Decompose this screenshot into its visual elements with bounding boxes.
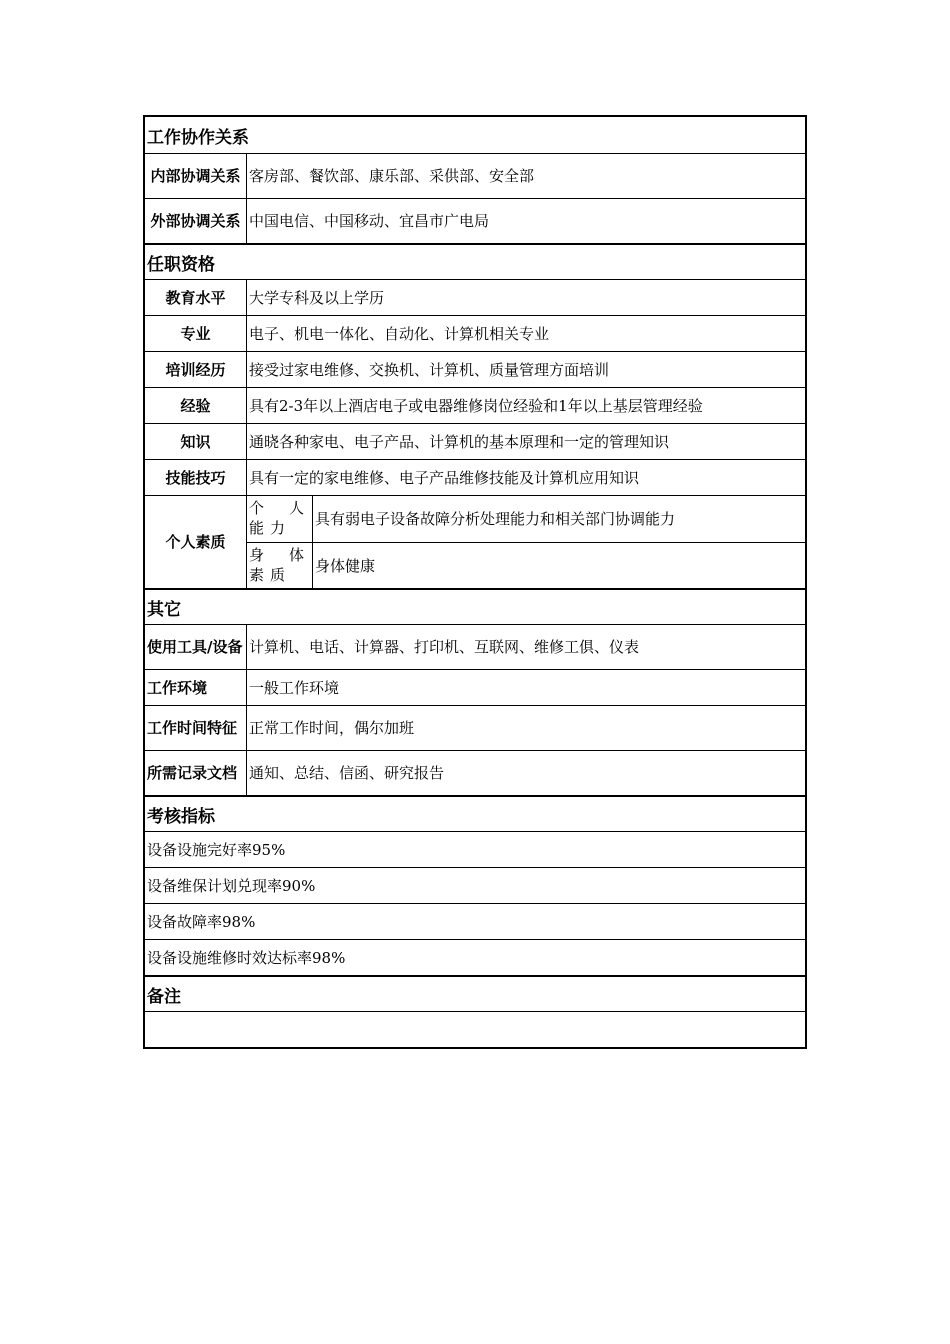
field-value: 具有一定的家电维修、电子产品维修技能及计算机应用知识 xyxy=(249,468,640,487)
field-label: 所需记录文档 xyxy=(145,751,247,795)
section-remarks xyxy=(145,975,805,1011)
section-kpi xyxy=(145,795,805,831)
environment-row xyxy=(145,669,805,705)
field-value: 电子、机电一体化、自动化、计算机相关专业 xyxy=(249,324,550,343)
field-label: 知识 xyxy=(145,424,247,459)
training-row xyxy=(145,351,805,387)
section-title: 工作协作关系 xyxy=(147,127,249,148)
tools-row xyxy=(145,624,805,669)
field-label: 使用工具/设备 xyxy=(145,625,247,669)
field-value: 大学专科及以上学历 xyxy=(249,288,385,307)
field-label: 教育水平 xyxy=(145,280,247,315)
sub-label: 身体素质 xyxy=(247,543,313,588)
field-value: 具有2-3年以上酒店电子或电器维修岗位经验和1年以上基层管理经验 xyxy=(249,396,703,415)
external-coordination-row xyxy=(145,198,805,243)
field-value: 具有弱电子设备故障分析处理能力和相关部门协调能力 xyxy=(315,510,676,528)
skills-row xyxy=(145,459,805,495)
work-hours-row xyxy=(145,705,805,750)
kpi-item: 设备设施完好率95% xyxy=(145,831,805,867)
documents-row xyxy=(145,750,805,795)
field-value: 中国电信、中国移动、宜昌市广电局 xyxy=(249,212,490,230)
field-label: 工作环境 xyxy=(145,670,247,705)
job-description-table xyxy=(143,115,807,1049)
experience-row xyxy=(145,387,805,423)
section-collaboration xyxy=(145,117,805,153)
section-other xyxy=(145,588,805,624)
personal-quality-subtable xyxy=(247,496,805,588)
kpi-item: 设备设施维修时效达标率98% xyxy=(145,939,805,975)
field-label: 内部协调关系 xyxy=(145,154,247,198)
field-value: 一般工作环境 xyxy=(249,678,340,697)
field-value: 客房部、餐饮部、康乐部、采供部、安全部 xyxy=(249,167,535,185)
field-label: 专业 xyxy=(145,316,247,351)
internal-coordination-row xyxy=(145,153,805,198)
section-qualifications xyxy=(145,243,805,279)
physical-subrow xyxy=(247,542,805,588)
field-label: 工作时间特征 xyxy=(145,706,247,750)
field-value: 正常工作时间，偶尔加班 xyxy=(249,719,415,737)
field-value: 通知、总结、信函、研究报告 xyxy=(249,764,445,782)
field-value: 通晓各种家电、电子产品、计算机的基本原理和一定的管理知识 xyxy=(249,432,670,451)
knowledge-row xyxy=(145,423,805,459)
field-label: 培训经历 xyxy=(145,352,247,387)
field-label: 技能技巧 xyxy=(145,460,247,495)
remarks-content xyxy=(145,1011,805,1047)
ability-subrow xyxy=(247,496,805,542)
sub-label: 个人能力 xyxy=(247,496,313,542)
field-value: 接受过家电维修、交换机、计算机、质量管理方面培训 xyxy=(249,360,610,379)
major-row xyxy=(145,315,805,351)
section-title: 其它 xyxy=(147,599,181,620)
section-title: 任职资格 xyxy=(147,254,215,275)
personal-quality-row xyxy=(145,495,805,588)
field-label: 个人素质 xyxy=(145,496,247,588)
kpi-item: 设备故障率98% xyxy=(145,903,805,939)
kpi-item: 设备维保计划兑现率90% xyxy=(145,867,805,903)
section-title: 考核指标 xyxy=(147,806,215,827)
education-row xyxy=(145,279,805,315)
section-title: 备注 xyxy=(147,986,181,1007)
field-label: 经验 xyxy=(145,388,247,423)
field-value: 计算机、电话、计算器、打印机、互联网、维修工俱、仪表 xyxy=(249,638,640,656)
field-value: 身体健康 xyxy=(315,556,376,575)
field-label: 外部协调关系 xyxy=(145,199,247,243)
